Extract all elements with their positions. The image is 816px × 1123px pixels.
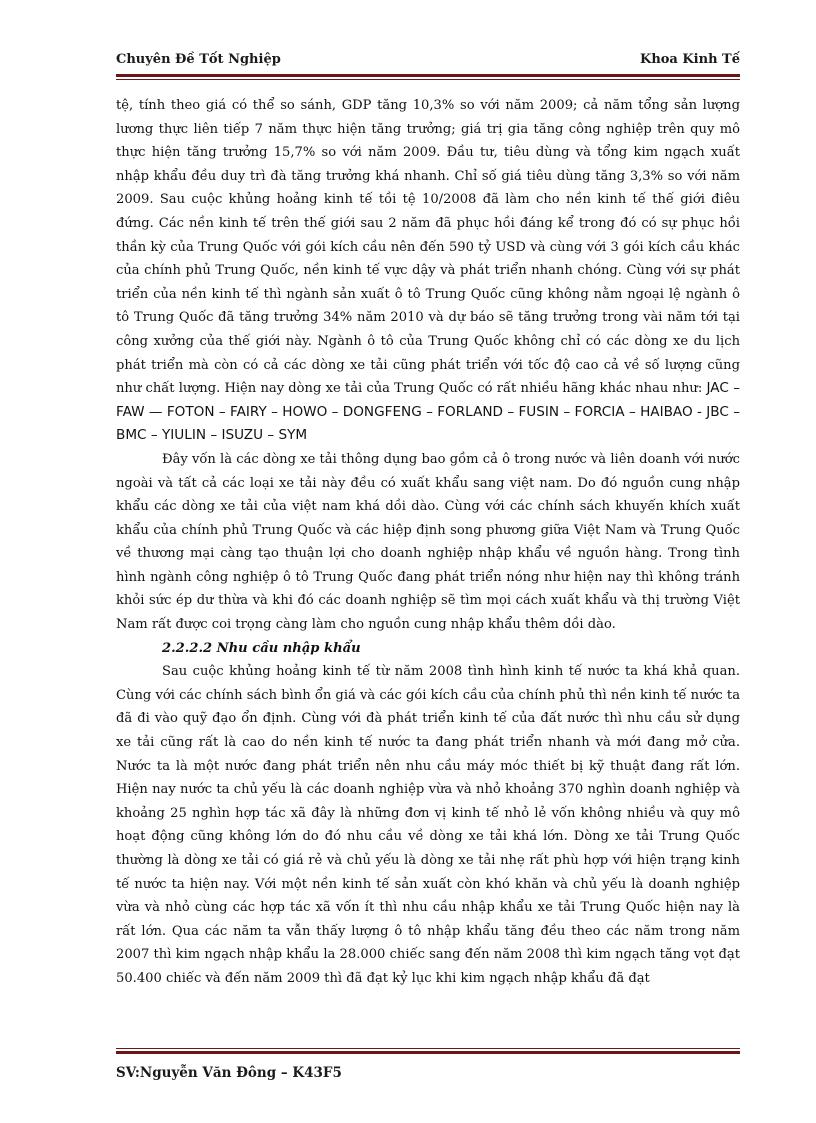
paragraph-2: Đây vốn là các dòng xe tải thông dụng bao gồm cả ô trong nước và liên doanh với nước ngoài và tất cả các loại xe tải này đều có xuất khẩu sang việt nam. Do đó nguồn cung nhập khẩu các dòng xe tải của việt nam khá dồi dào. Cùng với các chính sách khuyến khích xuất khẩu của chính phủ Trung Quốc và các hiệp định song phương giữa Việt Nam và Trung Quốc về thương mại càng tạo thuận lợi cho doanh nghiệp nhập khẩu về nguồn hàng. Trong tình hình ngành công nghiệp ô tô Trung Quốc đang phát triển nóng như hiện nay thì không tránh khỏi sức ép dư thừa và khi đó các doanh nghiệp sẽ tìm mọi cách xuất khẩu và thị trường Việt Nam rất được coi trọng càng làm cho nguồn cung nhập khẩu thêm dồi dào. (116, 451, 740, 633)
header-right-title: Khoa Kinh Tế (640, 52, 740, 67)
document-body (116, 94, 740, 1050)
header-rule-thin (116, 79, 740, 80)
page-header (116, 52, 740, 74)
paragraph-1-text: tệ, tính theo giá có thể so sánh, GDP tăng 10,3% so với năm 2009; cả năm tổng sản lượng lương thực liên tiếp 7 năm thực hiện tăng trưởng; giá trị gia tăng công nghiệp trên quy mô thực hiện tăng trưởng 15,7% so với năm 2009. Đầu tư, tiêu dùng và tổng kim ngạch xuất nhập khẩu đều duy trì đà tăng trưởng khá nhanh. Chỉ số giá tiêu dùng tăng 3,3% so với năm 2009. Sau cuộc khủng hoảng kinh tế tồi tệ 10/2008 đã làm cho nền kinh tế thế giới điêu đứng. Các nền kinh tế trên thế giới sau 2 năm đã phục hồi đáng kể trong đó có sự phục hồi thần kỳ của Trung Quốc với gói kích cầu nên đến 590 tỷ USD và cùng với 3 gói kích cầu khác của chính phủ Trung Quốc, nền kinh tế vực dậy và phát triển nhanh chóng. Cùng với sự phát triển của nền kinh tế thì ngành sản xuất ô tô Trung Quốc cũng không nằm ngoại lệ ngành ô tô Trung Quốc đã tăng trưởng 34% năm 2010 và dự báo sẽ tăng trưởng trong vài năm tới tại công xưởng của thế giới này. Ngành ô tô của Trung Quốc không chỉ có các dòng xe du lịch phát triển mà còn có cả các dòng xe tải cũng phát triển với tốc độ cao cả về số lượng cũng như chất lượng. Hiện nay dòng xe tải của Trung Quốc có rất nhiều hãng khác nhau như: (116, 98, 740, 397)
footer-rule-thin (116, 1048, 740, 1049)
header-rule-thick (116, 74, 740, 77)
page-footer-author: SV:Nguyễn Văn Đông – K43F5 (116, 1065, 342, 1081)
paragraph-1 (116, 94, 740, 448)
header-left-title: Chuyên Đề Tốt Nghiệp (116, 52, 281, 67)
footer-rule-thick (116, 1051, 740, 1054)
truck-brand-list: JAC – FAW — FOTON – FAIRY – HOWO – DONGFENG – FORLAND – FUSIN – FORCIA – HAIBAO - JBC – BMC – YIULIN – ISUZU – SYM (116, 380, 740, 444)
paragraph-3: Sau cuộc khủng hoảng kinh tế từ năm 2008 tình hình kinh tế nước ta khá khả quan. Cùng với các chính sách bình ổn giá và các gói kích cầu của chính phủ thì nền kinh tế nước ta đã đi vào quỹ đạo ổn định. Cùng với đà phát triển kinh tế của đất nước thì nhu cầu sử dụng xe tải cũng rất là cao do nền kinh tế nước ta đang phát triển nhanh và mới đang mở cửa. Nước ta là một nước đang phát triển nên nhu cầu máy móc thiết bị kỹ thuật đang rất lớn. Hiện nay nước ta chủ yếu là các doanh nghiệp vừa và nhỏ khoảng 370 nghìn doanh nghiệp và khoảng 25 nghìn hợp tác xã đây là những đơn vị kinh tế nhỏ lẻ vốn không nhiều và quy mô hoạt động cũng không lớn do đó nhu cầu về dòng xe tải khá lớn. Dòng xe tải Trung Quốc thường là dòng xe tải có giá rẻ và chủ yếu là dòng xe tải nhẹ rất phù hợp với hiện trạng kinh tế nước ta hiện nay. Với một nền kinh tế sản xuất còn khó khăn và chủ yếu là doanh nghiệp vừa và nhỏ cùng các hợp tác xã vốn ít thì nhu cầu nhập khẩu xe tải Trung Quốc hiện nay là rất lớn. Qua các năm ta vẫn thấy lượng ô tô nhập khẩu tăng đều theo các năm trong năm 2007 thì kim ngạch nhập khẩu la 28.000 chiếc sang đến năm 2008 thì kim ngạch tăng vọt đạt 50.400 chiếc và đến năm 2009 thì đã đạt kỷ lục khi kim ngạch nhập khẩu đã đạt (116, 664, 740, 986)
section-subheading: 2.2.2.2 Nhu cầu nhập khẩu (162, 640, 361, 656)
